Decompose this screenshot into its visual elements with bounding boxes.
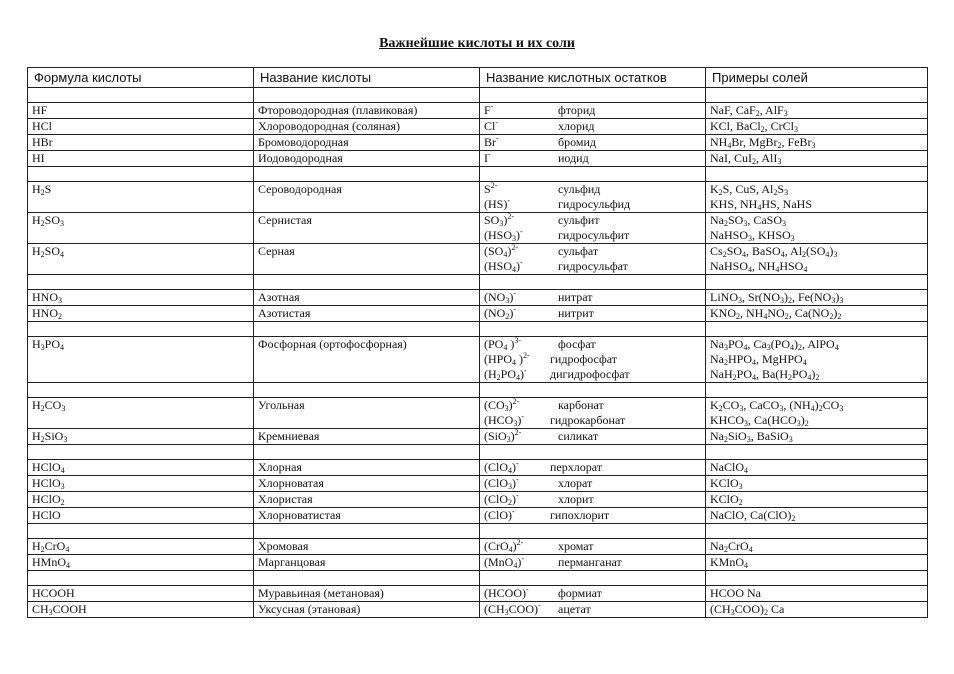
empty-cell bbox=[254, 167, 480, 182]
acid-name: Хлороводородная (соляная) bbox=[254, 119, 480, 135]
salt-examples bbox=[706, 337, 928, 383]
salt-examples bbox=[706, 539, 928, 555]
empty-cell bbox=[28, 571, 254, 586]
residue-ion: $(CH_3COO)^-$ bbox=[484, 601, 541, 617]
residue-ion: $SO_3)^{2-}$ bbox=[484, 212, 515, 228]
salt-line: $Cs_2SO_4$, BaSO$_4$, $Al_2(SO_4)_3$ bbox=[710, 244, 838, 259]
acid-name: Хлорноватистая bbox=[254, 508, 480, 524]
table-row bbox=[28, 306, 928, 322]
table-row bbox=[28, 119, 928, 135]
salt-line: NaF, CaF$_2$, AlF$_3$ bbox=[710, 103, 788, 118]
residue-name: перхлорат bbox=[550, 460, 602, 474]
salt-line: $Na_2CrO_4$ bbox=[710, 539, 753, 554]
acid-name: Хромовая bbox=[254, 539, 480, 555]
acid-name: Сернистая bbox=[254, 213, 480, 244]
header-salt-examples: Примеры солей bbox=[706, 68, 928, 88]
salt-examples bbox=[706, 492, 928, 508]
residue-line bbox=[484, 429, 701, 444]
salt-examples bbox=[706, 103, 928, 119]
residue-ion: (ClO$_3$)- bbox=[484, 475, 519, 491]
residue-line bbox=[484, 197, 701, 212]
empty-cell bbox=[480, 383, 706, 398]
acid-name: Фосфорная (ортофосфорная) bbox=[254, 337, 480, 383]
salt-line: $K_2CO_3$, CaCO$_3$, $(NH_4)_2CO_3$ bbox=[710, 398, 844, 413]
residue-ion: $(HCO_3)^-$ bbox=[484, 412, 525, 428]
residue-name: фосфат bbox=[558, 337, 596, 351]
acid-residues bbox=[480, 103, 706, 119]
residue-name: гидросульфит bbox=[558, 228, 630, 242]
salt-examples bbox=[706, 398, 928, 429]
salt-line: NaClO$_4$ bbox=[710, 460, 748, 475]
spacer-row bbox=[28, 322, 928, 337]
spacer-row bbox=[28, 571, 928, 586]
residue-name: гидросульфид bbox=[558, 197, 631, 211]
acid-formula: HClO$_2$ bbox=[28, 492, 254, 508]
acid-residues bbox=[480, 151, 706, 167]
acid-name: Сероводородная bbox=[254, 182, 480, 213]
acid-residues bbox=[480, 135, 706, 151]
salt-line: NaHSO$_3$, $KHSO_3$ bbox=[710, 228, 795, 243]
empty-cell bbox=[706, 445, 928, 460]
acid-name: Кремниевая bbox=[254, 429, 480, 445]
acid-residues bbox=[480, 492, 706, 508]
acid-formula: $H_2S$ bbox=[28, 182, 254, 213]
acid-formula: $H_2SiO_3$ bbox=[28, 429, 254, 445]
empty-cell bbox=[480, 167, 706, 182]
acid-name: Марганцовая bbox=[254, 555, 480, 571]
empty-cell bbox=[706, 275, 928, 290]
residue-ion: $(NO_2)^-$ bbox=[484, 305, 516, 321]
acid-name: Азотистая bbox=[254, 306, 480, 322]
acid-residues bbox=[480, 586, 706, 602]
salt-examples bbox=[706, 508, 928, 524]
residue-line bbox=[484, 539, 701, 554]
residue-ion: (HCOO)- bbox=[484, 585, 529, 600]
acid-residues bbox=[480, 290, 706, 306]
residue-line bbox=[484, 119, 701, 134]
residue-name: иодид bbox=[558, 151, 589, 165]
acid-formula: $CH_3COOH$ bbox=[28, 602, 254, 618]
salt-line: KHS, $NH_4HS$, NaHS bbox=[710, 197, 813, 212]
acid-formula: HClO$_4$ bbox=[28, 460, 254, 476]
empty-cell bbox=[480, 275, 706, 290]
residue-name: нитрит bbox=[558, 306, 594, 320]
empty-cell bbox=[706, 571, 928, 586]
acid-name: Фтороводородная (плавиковая) bbox=[254, 103, 480, 119]
residue-line bbox=[484, 290, 701, 305]
empty-cell bbox=[254, 445, 480, 460]
acid-formula: $HNO_2$ bbox=[28, 306, 254, 322]
acid-residues bbox=[480, 337, 706, 383]
salt-line: $Na_2SiO_3$, BaSiO$_3$ bbox=[710, 429, 793, 444]
table-row bbox=[28, 182, 928, 213]
table-row bbox=[28, 539, 928, 555]
residue-name: фторид bbox=[558, 103, 596, 117]
table-row bbox=[28, 244, 928, 275]
spacer-row bbox=[28, 524, 928, 539]
residue-line bbox=[484, 182, 701, 197]
residue-line bbox=[484, 244, 701, 259]
acid-formula: HCl bbox=[28, 119, 254, 135]
empty-cell bbox=[28, 88, 254, 103]
empty-cell bbox=[706, 167, 928, 182]
acid-name: Уксусная (этановая) bbox=[254, 602, 480, 618]
salt-examples bbox=[706, 151, 928, 167]
salt-examples bbox=[706, 460, 928, 476]
salt-examples bbox=[706, 213, 928, 244]
table-row bbox=[28, 429, 928, 445]
acid-formula: $H_2SO_4$ bbox=[28, 244, 254, 275]
acid-formula: $HNO_3$ bbox=[28, 290, 254, 306]
empty-cell bbox=[706, 322, 928, 337]
spacer-row bbox=[28, 167, 928, 182]
acid-formula: $H_2CO_3$ bbox=[28, 398, 254, 429]
acid-formula: $H_3PO_4$ bbox=[28, 337, 254, 383]
residue-line bbox=[484, 352, 701, 367]
residue-ion: Cl- bbox=[484, 118, 499, 133]
residue-line bbox=[484, 492, 701, 507]
residue-name: хромат bbox=[558, 539, 594, 553]
empty-cell bbox=[706, 383, 928, 398]
residue-ion: (MnO$_4$)- bbox=[484, 554, 525, 570]
salt-line: $NaH_2PO_4$, $Ba(H_2PO_4)_2$ bbox=[710, 367, 820, 382]
empty-cell bbox=[28, 445, 254, 460]
acid-formula: HMnO$_4$ bbox=[28, 555, 254, 571]
salt-examples bbox=[706, 429, 928, 445]
acid-formula: HBr bbox=[28, 135, 254, 151]
residue-name: гидросульфат bbox=[558, 259, 628, 273]
salt-line: $KNO_2$, $NH_4NO_2$, $Ca(NO_2)_2$ bbox=[710, 306, 842, 321]
table-row bbox=[28, 337, 928, 383]
salt-examples bbox=[706, 306, 928, 322]
residue-line bbox=[484, 555, 701, 570]
empty-cell bbox=[706, 88, 928, 103]
residue-name: дигидрофосфат bbox=[550, 367, 630, 381]
salt-line: NaI, CuI$_2$, AlI$_3$ bbox=[710, 151, 782, 166]
acid-formula: $H_2SO_3$ bbox=[28, 213, 254, 244]
residue-line bbox=[484, 213, 701, 228]
salt-examples bbox=[706, 586, 928, 602]
empty-cell bbox=[480, 322, 706, 337]
spacer-row bbox=[28, 275, 928, 290]
table-row bbox=[28, 398, 928, 429]
table-row bbox=[28, 555, 928, 571]
residue-ion: $(CrO_4)^{2-}$ bbox=[484, 538, 524, 554]
residue-ion: $(HSO_3)^-$ bbox=[484, 227, 523, 243]
spacer-row bbox=[28, 88, 928, 103]
acid-residues bbox=[480, 539, 706, 555]
table-body bbox=[28, 88, 928, 618]
salt-line: KClO$_3$ bbox=[710, 476, 743, 491]
empty-cell bbox=[28, 524, 254, 539]
residue-name: гипохлорит bbox=[550, 508, 610, 522]
table-row bbox=[28, 476, 928, 492]
acid-residues bbox=[480, 398, 706, 429]
residue-name: бромид bbox=[558, 135, 596, 149]
salt-examples bbox=[706, 290, 928, 306]
table-row bbox=[28, 586, 928, 602]
residue-name: хлорат bbox=[558, 476, 593, 490]
acid-residues bbox=[480, 182, 706, 213]
table-row bbox=[28, 492, 928, 508]
acids-table bbox=[27, 67, 928, 618]
salt-line: KMnO$_4$ bbox=[710, 555, 749, 570]
acid-name: Муравьиная (метановая) bbox=[254, 586, 480, 602]
residue-ion: $(H_2PO_4)^-$ bbox=[484, 366, 527, 382]
residue-line bbox=[484, 586, 701, 601]
residue-line bbox=[484, 306, 701, 321]
header-formula: Формула кислоты bbox=[28, 68, 254, 88]
table-row bbox=[28, 135, 928, 151]
residue-ion: $(HSO_4)^-$ bbox=[484, 258, 523, 274]
table-row bbox=[28, 508, 928, 524]
acid-formula: HCOOH bbox=[28, 586, 254, 602]
residue-ion: ($HPO_4$ )$^{2-}$ bbox=[484, 351, 530, 367]
empty-cell bbox=[254, 571, 480, 586]
residue-ion: (ClO)- bbox=[484, 507, 515, 522]
residue-line bbox=[484, 151, 701, 166]
residue-line bbox=[484, 337, 701, 352]
salt-line: $KHCO_3$, $Ca(HCO_3)_2$ bbox=[710, 413, 809, 428]
acid-residues bbox=[480, 602, 706, 618]
residue-name: хлорит bbox=[558, 492, 594, 506]
salt-examples bbox=[706, 135, 928, 151]
residue-name: гидрофосфат bbox=[550, 352, 618, 366]
salt-line: NaHSO$_4$, $NH_4HSO_4$ bbox=[710, 259, 808, 274]
acid-name: Хлористая bbox=[254, 492, 480, 508]
residue-name: сульфит bbox=[558, 213, 600, 227]
acid-residues bbox=[480, 555, 706, 571]
acid-name: Азотная bbox=[254, 290, 480, 306]
acid-residues bbox=[480, 244, 706, 275]
acid-formula: HF bbox=[28, 103, 254, 119]
empty-cell bbox=[254, 524, 480, 539]
salt-line: NaClO, $Ca(ClO)_2$ bbox=[710, 508, 796, 523]
empty-cell bbox=[706, 524, 928, 539]
acid-name: Хлорноватая bbox=[254, 476, 480, 492]
residue-name: карбонат bbox=[558, 398, 604, 412]
acid-residues bbox=[480, 306, 706, 322]
salt-line: $Na_3PO_4$, $Ca_3(PO_4)_2$, AlPO$_4$ bbox=[710, 337, 839, 352]
acid-residues bbox=[480, 460, 706, 476]
empty-cell bbox=[28, 167, 254, 182]
acid-formula: HClO$_3$ bbox=[28, 476, 254, 492]
residue-ion: $(NO_3)^-$ bbox=[484, 289, 516, 305]
table-row bbox=[28, 460, 928, 476]
acid-residues bbox=[480, 119, 706, 135]
empty-cell bbox=[28, 383, 254, 398]
empty-cell bbox=[480, 445, 706, 460]
salt-examples bbox=[706, 555, 928, 571]
residue-ion: I- bbox=[484, 150, 491, 165]
spacer-row bbox=[28, 445, 928, 460]
empty-cell bbox=[480, 524, 706, 539]
residue-ion: (ClO$_4$)- bbox=[484, 459, 519, 475]
residue-line bbox=[484, 135, 701, 150]
table-row bbox=[28, 290, 928, 306]
table-header-row bbox=[28, 68, 928, 88]
header-residue-name: Название кислотных остатков bbox=[480, 68, 706, 88]
residue-name: формиат bbox=[558, 586, 602, 600]
residue-ion: $S^{2-}$ bbox=[484, 181, 498, 196]
salt-line: $NH_4Br$, MgBr$_2$, FeBr$_3$ bbox=[710, 135, 816, 150]
residue-ion: $(SO_4)^{2-}$ bbox=[484, 243, 519, 259]
empty-cell bbox=[28, 275, 254, 290]
residue-line bbox=[484, 259, 701, 274]
residue-name: перманганат bbox=[558, 555, 622, 569]
residue-name: ацетат bbox=[558, 602, 591, 616]
acid-residues bbox=[480, 508, 706, 524]
salt-examples bbox=[706, 244, 928, 275]
residue-line bbox=[484, 367, 701, 382]
table-row bbox=[28, 602, 928, 618]
header-acid-name: Название кислоты bbox=[254, 68, 480, 88]
residue-ion: F- bbox=[484, 102, 494, 117]
acid-residues bbox=[480, 213, 706, 244]
residue-line bbox=[484, 476, 701, 491]
salt-line: $Na_2SO_3$, CaSO$_3$ bbox=[710, 213, 787, 228]
salt-examples bbox=[706, 119, 928, 135]
empty-cell bbox=[480, 88, 706, 103]
residue-name: сульфат bbox=[558, 244, 599, 258]
residue-line bbox=[484, 508, 701, 523]
residue-ion: (HS)- bbox=[484, 196, 511, 211]
acid-name: Бромоводородная bbox=[254, 135, 480, 151]
residue-ion: ($PO_4$ )$^{3-}$ bbox=[484, 336, 522, 352]
acid-name: Серная bbox=[254, 244, 480, 275]
residue-ion: (ClO$_2$)- bbox=[484, 491, 519, 507]
residue-line bbox=[484, 398, 701, 413]
residue-ion: Br- bbox=[484, 134, 499, 149]
salt-line: KCl, BaCl$_2$, CrCl$_3$ bbox=[710, 119, 799, 134]
empty-cell bbox=[254, 275, 480, 290]
salt-examples bbox=[706, 602, 928, 618]
empty-cell bbox=[254, 383, 480, 398]
spacer-row bbox=[28, 383, 928, 398]
acid-residues bbox=[480, 476, 706, 492]
residue-ion: $(SiO_3)^{2-}$ bbox=[484, 428, 522, 444]
acid-name: Угольная bbox=[254, 398, 480, 429]
salt-line: $(CH_3COO)_2$ Ca bbox=[710, 602, 785, 617]
acid-residues bbox=[480, 429, 706, 445]
salt-line: $Na_2HPO_4$, MgHPO$_4$ bbox=[710, 352, 807, 367]
residue-name: хлорид bbox=[558, 119, 595, 133]
salt-examples bbox=[706, 476, 928, 492]
residue-name: нитрат bbox=[558, 290, 593, 304]
residue-name: гидрокарбонат bbox=[550, 413, 626, 427]
residue-ion: $(CO_3)^{2-}$ bbox=[484, 397, 520, 413]
table-row bbox=[28, 213, 928, 244]
acid-formula: $H_2CrO_4$ bbox=[28, 539, 254, 555]
empty-cell bbox=[28, 322, 254, 337]
residue-line bbox=[484, 460, 701, 475]
salt-line: KClO$_2$ bbox=[710, 492, 743, 507]
acid-name: Иодоводородная bbox=[254, 151, 480, 167]
page-title: Важнейшие кислоты и их соли bbox=[379, 36, 575, 51]
salt-line: HCOO Na bbox=[710, 586, 761, 600]
residue-name: сульфид bbox=[558, 182, 601, 196]
salt-examples bbox=[706, 182, 928, 213]
acid-formula: HI bbox=[28, 151, 254, 167]
acid-name: Хлорная bbox=[254, 460, 480, 476]
acid-formula: HClO bbox=[28, 508, 254, 524]
table-row bbox=[28, 151, 928, 167]
residue-line bbox=[484, 413, 701, 428]
table-row bbox=[28, 103, 928, 119]
salt-line: LiNO$_3$, $Sr(NO_3)_2$, $Fe(NO_3)_3$ bbox=[710, 290, 844, 305]
salt-line: $K_2S$, CuS, $Al_2S_3$ bbox=[710, 182, 789, 197]
residue-line bbox=[484, 228, 701, 243]
residue-line bbox=[484, 602, 701, 617]
empty-cell bbox=[254, 88, 480, 103]
residue-name: силикат bbox=[558, 429, 599, 443]
residue-line bbox=[484, 103, 701, 118]
empty-cell bbox=[254, 322, 480, 337]
empty-cell bbox=[480, 571, 706, 586]
